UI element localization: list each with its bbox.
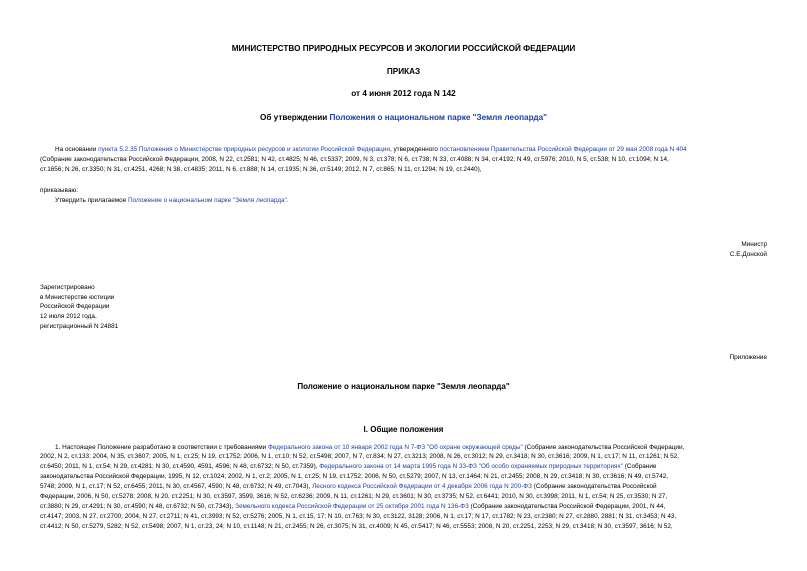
doc-title-prefix: Об утверждении — [259, 113, 330, 122]
body-text: ст.6450; 2011, N 1, ст.54; N 29, ст.4281; N 30, ст.4590, 4591, 4596; N 48, ст.6732; N 50, ст.7359), — [40, 463, 320, 470]
body-text: (Собрание законодательства Российской Федерации, 2001, N 44, — [468, 503, 666, 510]
signature-name: С.Е.Донской — [729, 251, 767, 258]
registration-line: регистрационный N 24881 — [40, 323, 119, 330]
body-line — [40, 462, 656, 471]
appendix-label: Приложение — [729, 354, 767, 361]
body-text: (Собрание — [622, 463, 657, 470]
registration-line: Зарегистрировано — [40, 284, 95, 291]
land-code-link[interactable]: Земельного кодекса Российской Федерации от 25 октября 2001 года N 136-ФЗ — [235, 503, 469, 510]
body-line: ст.4412; N 50, ст.5279, 5282; N 52, ст.5498; 2007, N 1, ст.23, 24; N 10, ст.1148; N 21, ст.2455; N 26, ст.3075; N 31, ст.4009; N 45, ст.5417; N 46, ст.5553; 2008, N 20, ст.2251, 2253; N 29, ст.3418; N 30, ст.3597, 3616; N 52, — [40, 523, 673, 530]
ministry-regulation-link[interactable]: пункта 5.2.35 Положения о Министерстве природных ресурсов и экологии Российской Федерации — [98, 146, 390, 153]
ministry-name: МИНИСТЕРСТВО ПРИРОДНЫХ РЕСУРСОВ И ЭКОЛОГИИ РОССИЙСКОЙ ФЕДЕРАЦИИ — [231, 44, 576, 53]
preamble-line-1 — [55, 145, 687, 154]
body-line — [40, 502, 665, 511]
preamble-line-2: (Собрание законодательства Российской Федерации, 2008, N 22, ст.2581; N 42, ст.4825; N 46, ст.5337; 2009, N 3, ст.378; N 6, ст.738; N 33, ст.4088; N 34, ст.4192; N 49, ст.5976; 2010, N 5, ст.538; N 10, ст.1094; N 14, — [40, 156, 669, 163]
body-line: Федерации, 2006, N 50, ст.5278; 2008, N 20, ст.2251; N 30, ст.3597, 3599, 3616; N 52, ст.6236; 2009, N 11, ст.1261; N 29, ст.3601; N 30, ст.3735; N 52, ст.6441; 2010, N 30, ст.3998; 2011, N 1, ст.54; N 25, ст.3530; N 27, — [40, 493, 668, 500]
environment-law-link[interactable]: Федерального закона от 10 января 2002 года N 7-ФЗ "Об охране окружающей среды" — [267, 444, 523, 451]
body-line: 2002, N 2, ст.133; 2004, N 35, ст.3607; 2005, N 1, ст.25; N 19, ст.1752; 2006, N 1, ст.10; N 52, ст.5498; 2007, N 7, ст.834; N 27, ст.3213; 2008, N 26, ст.3012; N 29, ст.3418; N 30, ст.3616; 2009, N 1, ст.17; N 11, ст.1261; N 52, — [40, 453, 680, 460]
body-line — [40, 482, 657, 491]
forest-code-link[interactable]: Лесного кодекса Российской Федерации от 4 декабря 2006 года N 200-ФЗ — [312, 483, 533, 490]
doc-type: ПРИКАЗ — [386, 67, 421, 76]
approve-suffix: . — [286, 197, 289, 204]
doc-title — [0, 113, 807, 122]
preamble-line-3: ст.1656; N 26, ст.3350; N 31, ст.4251, 4268; N 38, ст.4835; 2011, N 6, ст.888; N 14, ст.1935; N 36, ст.5149; 2012, N 7, ст.865; N 11, ст.1294; N 19, ст.2440), — [40, 166, 482, 173]
preamble-prefix: На основании — [55, 146, 99, 153]
body-text: (Собрание законодательства Российской Федерации, — [522, 444, 685, 451]
appendix-title: Положение о национальном парке "Земля леопарда" — [297, 382, 510, 391]
registration-line: в Министерстве юстиции — [40, 294, 115, 301]
body-text: 5748; 2009, N 1, ст.17; N 52, ст.6455; 2011, N 30, ст.4567, 4590; N 48, ст.6732; N 49, ст.7043), — [40, 483, 313, 490]
body-line — [55, 443, 684, 452]
body-line: законодательства Российской Федерации, 1995, N 12, ст.1024; 2002, N 1, ст.2; 2005, N 1, ст.25; N 19, ст.1752; 2006, N 50, ст.5279; 2007, N 13, ст.1464; N 21, ст.2455; 2008, N 29, ст.3418; N 30, ст.3616; N 49, ст.5742, — [40, 473, 669, 480]
registration-line: 12 июля 2012 года, — [40, 313, 97, 320]
regulation-link[interactable]: Положение о национальном парке "Земля леопарда" — [128, 197, 287, 204]
doc-date: от 4 июня 2012 года N 142 — [351, 89, 456, 98]
doc-title-link[interactable]: Положения о национальном парке "Земля леопарда" — [329, 113, 548, 122]
signature-role: Министр — [741, 241, 767, 248]
preamble-mid: , утвержденного — [389, 146, 440, 153]
approve-prefix: Утвердить прилагаемое — [55, 197, 129, 204]
body-line: ст.4147; 2003, N 27, ст.2700; 2004, N 27, ст.2711; N 41, ст.3993; N 52, ст.5276; 2005, N 1, ст.15, 17; N 10, ст.763; N 30, ст.3122, 3128; 2006, N 1, ст.17; N 17, ст.1782; N 23, ст.2380; N 27, ст.2880, 2881; N 31, ст.3453; N 43, — [40, 513, 677, 520]
registration-line: Российской Федерации — [40, 303, 110, 310]
section-heading: I. Общие положения — [363, 425, 444, 434]
body-text: (Собрание законодательства Российской — [532, 483, 657, 490]
approve-line — [55, 196, 289, 205]
body-text: 1. Настоящее Положение разработано в соответствии с требованиями — [55, 444, 268, 451]
body-text: ст.3880; N 29, ст.4291; N 30, ст.4590; N 48, ст.6732; N 50, ст.7343), — [40, 503, 236, 510]
order-word: приказываю: — [40, 187, 78, 194]
government-resolution-link[interactable]: постановлением Правительства Российской Федерации от 29 мая 2008 года N 404 — [439, 146, 687, 153]
protected-areas-law-link[interactable]: Федерального закона от 14 марта 1995 года N 33-ФЗ "Об особо охраняемых природных территориях" — [319, 463, 623, 470]
